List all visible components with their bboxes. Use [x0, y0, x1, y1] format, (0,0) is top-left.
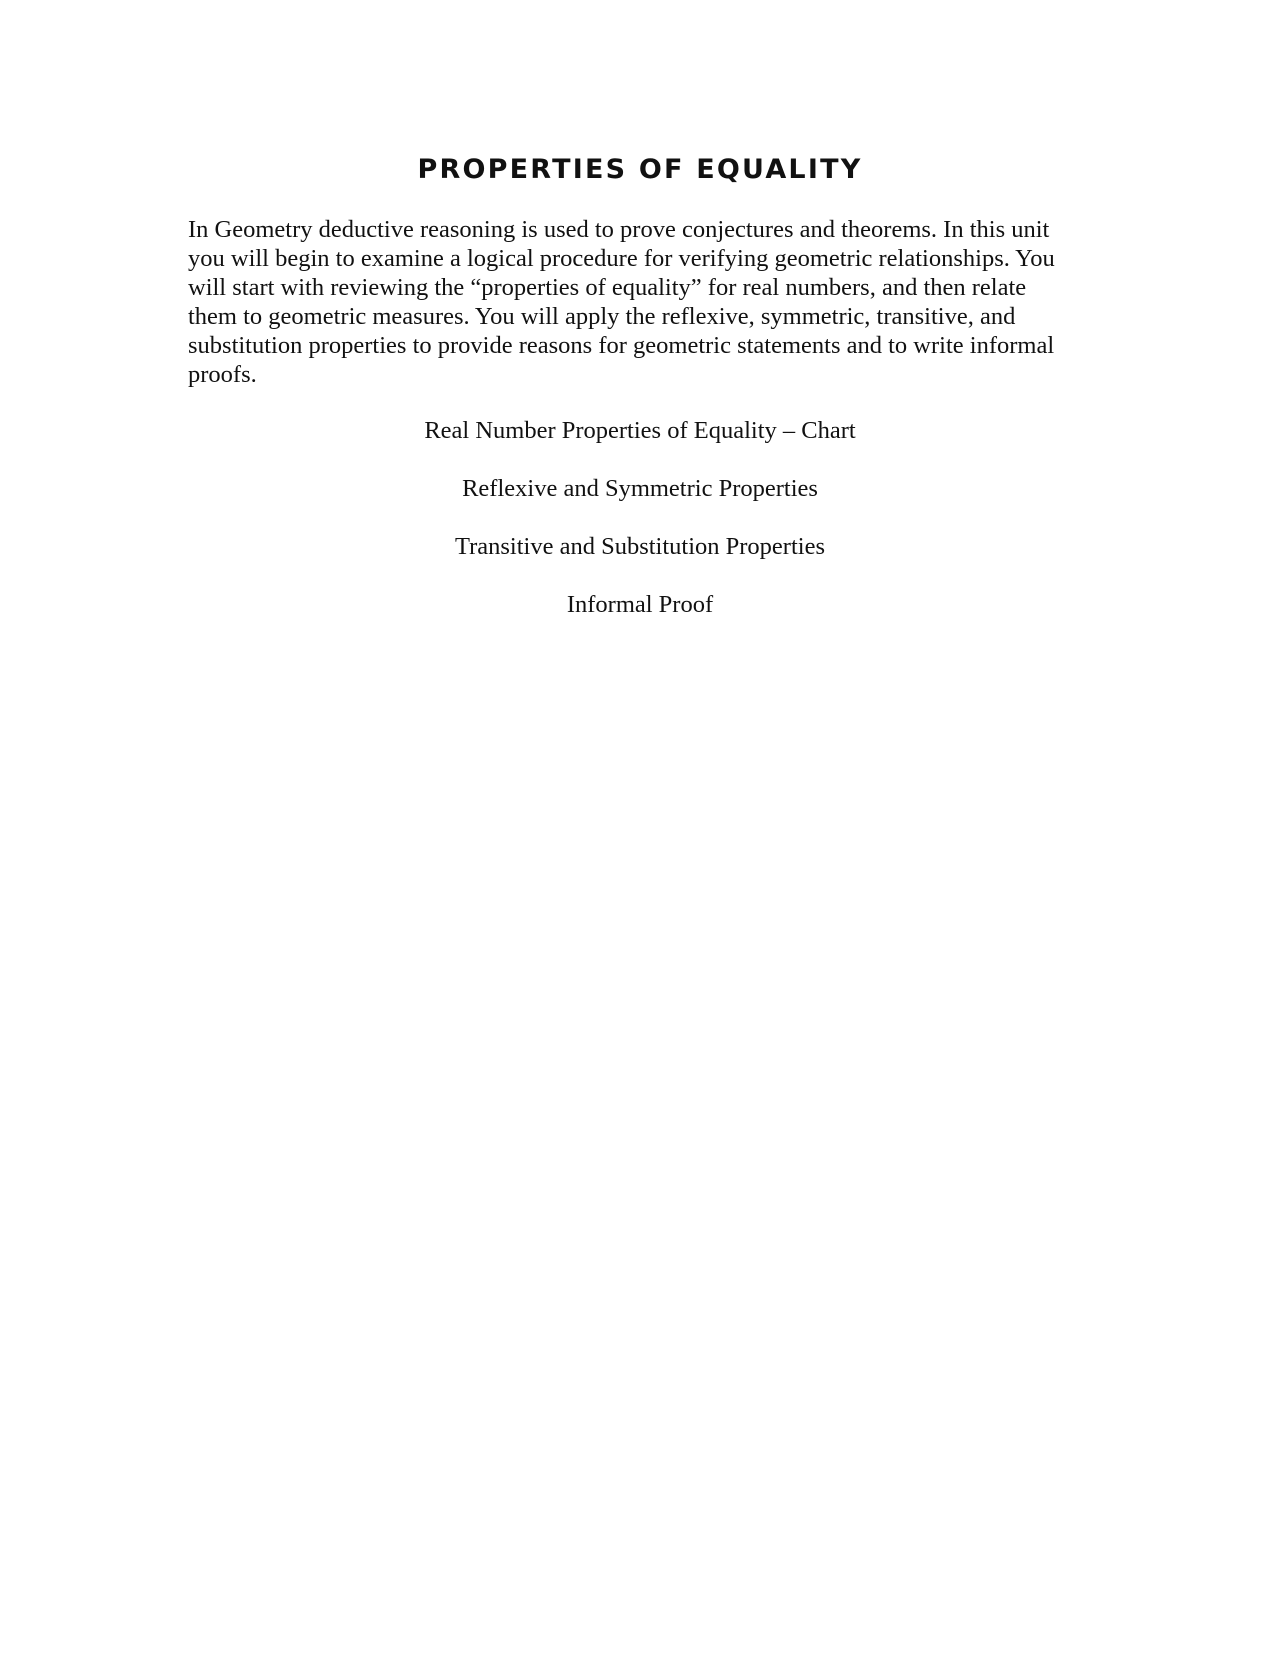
topic-list	[0, 416, 1280, 648]
intro-line: In Geometry deductive reasoning is used to prove conjectures and theorems. In this unit	[188, 216, 1050, 243]
topic-item-informal-proof: Informal Proof	[566, 591, 714, 618]
intro-line: you will begin to examine a logical procedure for verifying geometric relationships. You	[188, 245, 1055, 272]
intro-line: substitution properties to provide reasons for geometric statements and to write informal	[188, 332, 1055, 359]
topic-item-real-number-chart: Real Number Properties of Equality – Chart	[424, 417, 856, 444]
intro-line: will start with reviewing the “properties of equality” for real numbers, and then relate	[188, 274, 1027, 301]
topic-item-transitive-substitution: Transitive and Substitution Properties	[454, 533, 825, 560]
intro-line: proofs.	[188, 361, 257, 388]
intro-line: them to geometric measures. You will apply the reflexive, symmetric, transitive, and	[188, 303, 1016, 330]
page-title: PROPERTIES OF EQUALITY	[417, 154, 863, 185]
intro-paragraph	[188, 215, 1094, 389]
topic-item-reflexive-symmetric: Reflexive and Symmetric Properties	[462, 475, 818, 502]
